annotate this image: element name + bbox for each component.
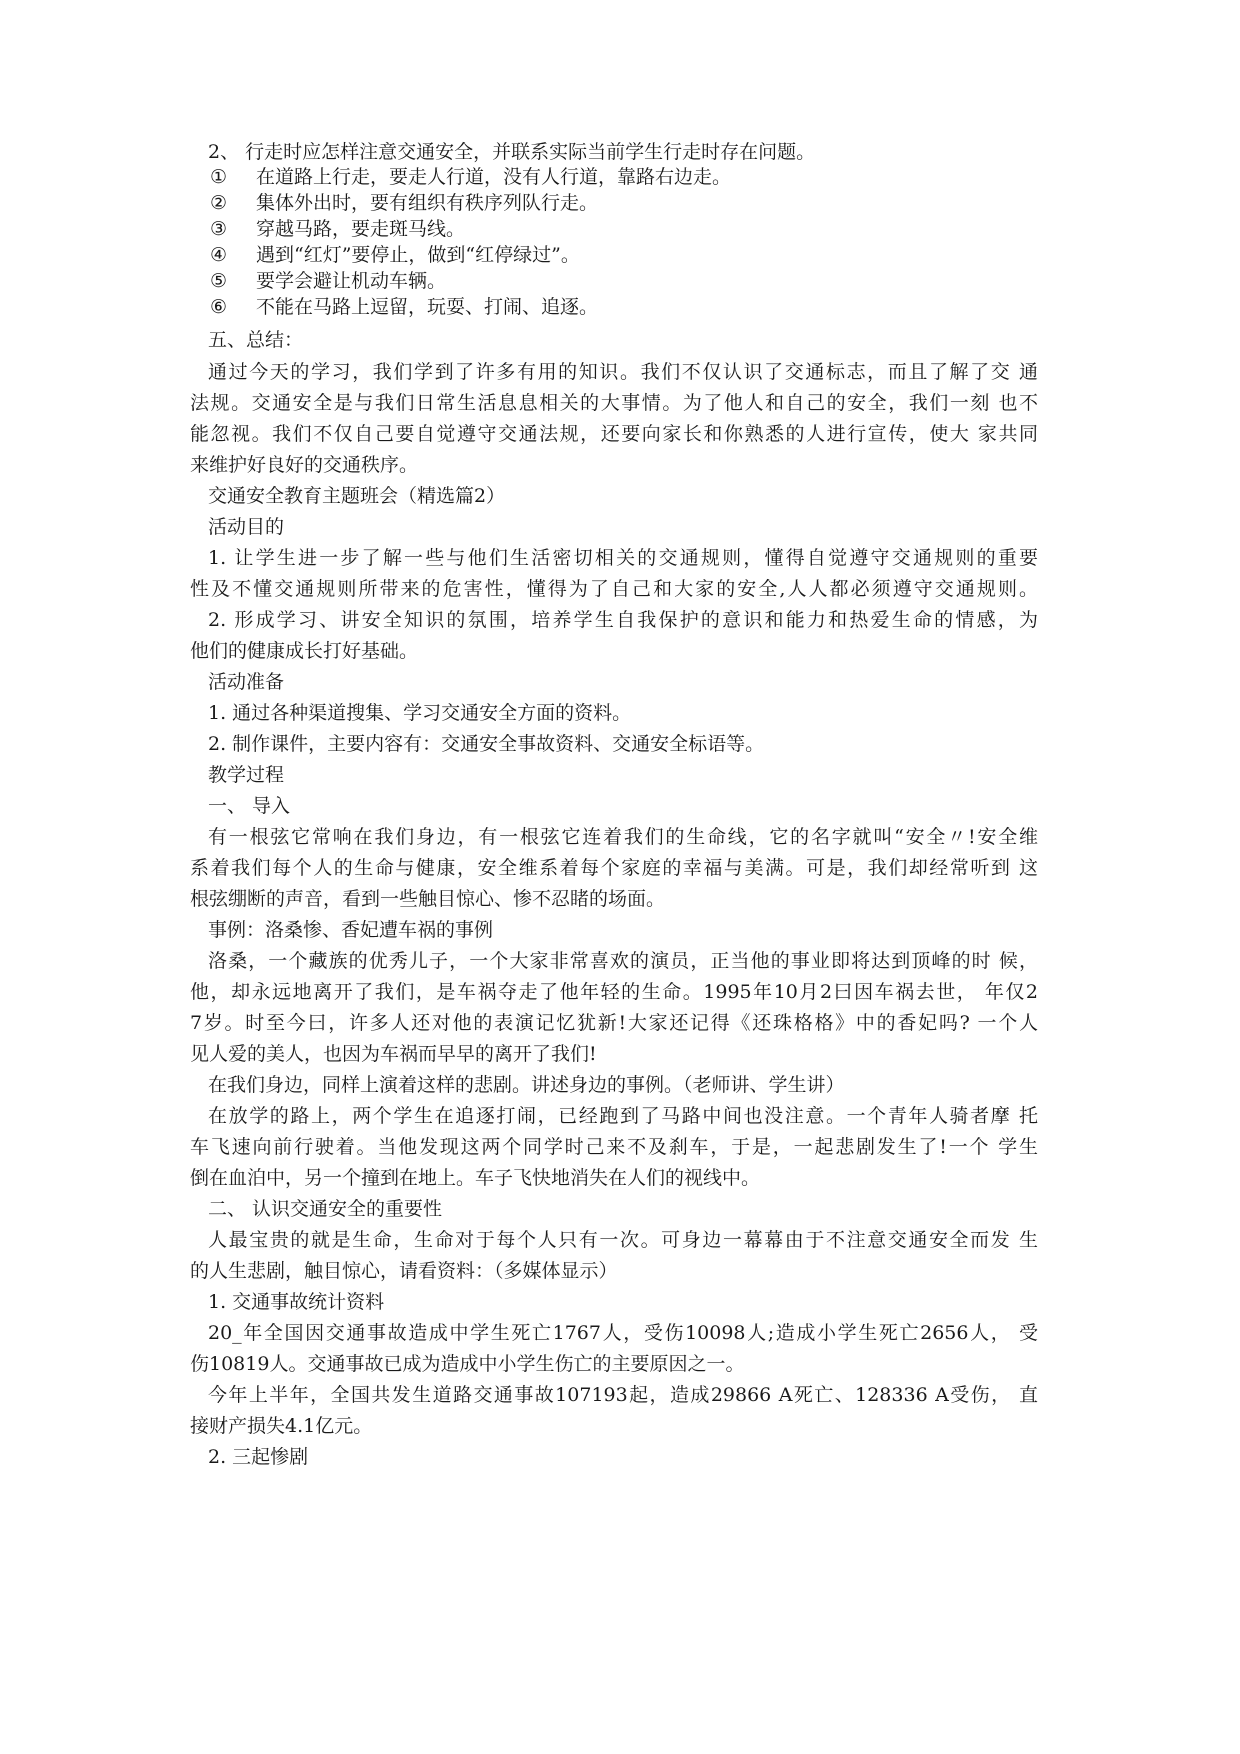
text-line: 倒在血泊中，另一个撞到在地上。车子飞快地消失在人们的视线中。 — [190, 1167, 761, 1189]
text-line: 2. 形成学习、讲安全知识的氛围，培养学生自我保护的意识和能力和热爱生命的情感，为 — [208, 609, 1038, 631]
text-line: 能忽视。我们不仅自己要自觉遵守交通法规，还要向家长和你熟悉的人进行宣传，使大 家共同 — [190, 423, 1038, 445]
list-item-text: 集体外出时，要有组织有秩序列队行走。 — [256, 192, 599, 214]
list-marker: ② — [210, 192, 228, 214]
text-line: 7岁。时至今曰，许多人还对他的表演记忆犹新!大家还记得《还珠格格》中的香妃吗? 一个人 — [190, 1012, 1038, 1034]
text-line: 他，却永远地离开了我们，是车祸夺走了他年轻的生命。1995年10月2曰因车祸去世， 年仅2 — [190, 981, 1038, 1003]
list-item-text: 要学会避让机动车辆。 — [256, 270, 447, 292]
text-line: 1. 通过各种渠道搜集、学习交通安全方面的资料。 — [208, 702, 632, 724]
list-item-text: 穿越马路，要走斑马线。 — [256, 218, 466, 240]
section-heading: 事例：洛桑惨、香妃遭车祸的事例 — [208, 919, 494, 941]
text-line: 在放学的路上，两个学生在追逐打闹，已经跑到了马路中间也没注意。一个青年人骑者摩 托 — [208, 1105, 1038, 1127]
section-heading: 教学过程 — [208, 764, 285, 786]
section-heading: 1. 交通事故统计资料 — [208, 1291, 385, 1313]
text-line: 通过今天的学习，我们学到了许多有用的知识。我们不仅认识了交通标志，而且了解了交 通 — [208, 361, 1038, 383]
section-heading: 活动准备 — [208, 671, 285, 693]
text-line: 2. 制作课件，主要内容有：交通安全事故资料、交通安全标语等。 — [208, 733, 765, 755]
text-line: 1. 让学生进一步了解一些与他们生活密切相关的交通规则，懂得自觉遵守交通规则的重要 — [208, 547, 1038, 569]
list-item — [210, 294, 598, 320]
text-line: 人最宝贵的就是生命，生命对于每个人只有一次。可身边一幕幕由于不注意交通安全而发 生 — [208, 1229, 1038, 1251]
list-item — [210, 164, 731, 190]
list-marker: ① — [210, 166, 228, 188]
text-line: 20_年全国因交通事故造成中学生死亡1767人，受伤10098人;造成小学生死亡2656人， 受 — [208, 1322, 1038, 1344]
text-line: 2、 行走时应怎样注意交通安全，并联系实际当前学生行走时存在问题。 — [208, 141, 816, 163]
text-line: 洛桑，一个藏族的优秀儿子，一个大家非常喜欢的演员，正当他的事业即将达到顶峰的时 候， — [208, 950, 1038, 972]
list-item — [210, 216, 465, 242]
text-line: 的人生悲剧，触目惊心，请看资料：（多媒体显示） — [190, 1260, 618, 1282]
text-line: 今年上半年，全国共发生道路交通事故107193起，造成29866 A死亡、128336 A受伤， 直 — [208, 1384, 1038, 1406]
text-line: 接财产损失4.1亿元。 — [190, 1415, 373, 1437]
text-line: 有一根弦它常响在我们身边，有一根弦它连着我们的生命线，它的名字就叫“安全〃!安全维 — [208, 826, 1038, 848]
text-line: 见人爱的美人，也因为车祸而早早的离开了我们! — [190, 1043, 597, 1065]
list-marker: ④ — [210, 244, 228, 266]
section-heading: 活动目的 — [208, 516, 285, 538]
list-item — [210, 190, 598, 216]
section-heading: 二、 认识交通安全的重要性 — [208, 1198, 443, 1220]
list-marker: ③ — [210, 218, 228, 240]
text-line: 伤10819人。交通事故已成为造成中小学生伤亡的主要原因之一。 — [190, 1353, 745, 1375]
text-line: 系着我们每个人的生命与健康，安全维系着每个家庭的幸福与美满。可是，我们却经常听到 这 — [190, 857, 1038, 879]
list-item-text: 不能在马路上逗留，玩耍、打闹、追逐。 — [256, 296, 599, 318]
list-marker: ⑤ — [210, 270, 228, 292]
list-item — [210, 242, 580, 268]
list-item-text: 在道路上行走，要走人行道，没有人行道，靠路右边走。 — [256, 166, 732, 188]
list-item — [210, 268, 446, 294]
section-heading: 一、 导入 — [208, 795, 291, 817]
list-item-text: 遇到“红灯”要停止，做到“红停绿过”。 — [256, 244, 580, 266]
text-line: 根弦绷断的声音，看到一些触目惊心、惨不忍睹的场面。 — [190, 888, 666, 910]
text-line: 法规。交通安全是与我们日常生活息息相关的大事情。为了他人和自己的安全，我们一刻 也不 — [190, 392, 1038, 414]
section-heading: 2. 三起惨剧 — [208, 1446, 309, 1468]
list-marker: ⑥ — [210, 296, 228, 318]
text-line: 性及不懂交通规则所带来的危害性，懂得为了自己和大家的安全,人人都必须遵守交通规则。 — [190, 578, 1038, 600]
text-line: 来维护好良好的交通秩序。 — [190, 454, 419, 476]
section-heading: 五、总结： — [208, 329, 304, 351]
text-line: 在我们身边，同样上演着这样的悲剧。讲述身边的事例。（老师讲、学生讲） — [208, 1074, 845, 1096]
text-line: 车飞速向前行驶着。当他发现这两个同学时己来不及刹车，于是，一起悲剧发生了!一个 学生 — [190, 1136, 1038, 1158]
section-heading: 交通安全教育主题班会（精选篇2） — [208, 485, 506, 507]
text-line: 他们的健康成长打好基础。 — [190, 640, 419, 662]
